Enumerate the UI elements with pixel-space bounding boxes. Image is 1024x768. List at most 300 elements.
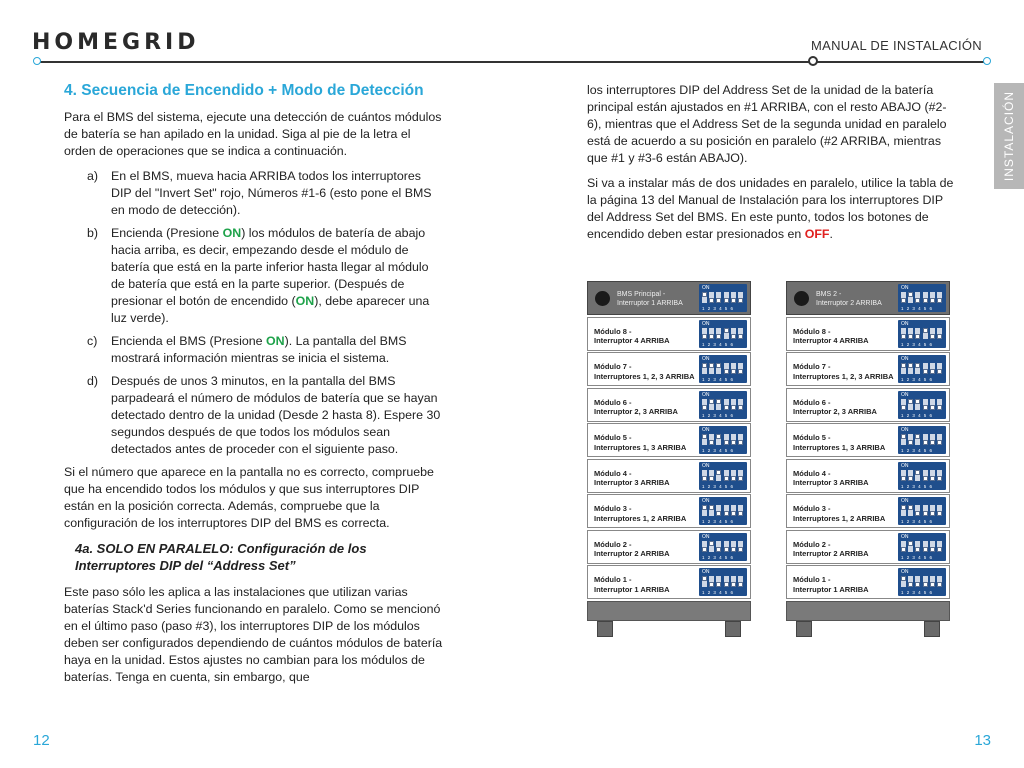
dip-switch-down — [738, 470, 743, 481]
dip-switch-down — [738, 363, 743, 374]
dip-switch-down — [731, 328, 736, 339]
dip-toggle — [908, 334, 913, 339]
dip-toggle — [716, 547, 721, 552]
dip-on-label: ON — [702, 498, 710, 504]
stack-foot — [597, 621, 613, 637]
module-label-line2: Interruptores 1, 2, 3 ARRIBA — [793, 371, 894, 381]
homegrid-logo: HOMEGRID — [32, 30, 200, 55]
dip-toggle — [709, 582, 714, 587]
dip-switch-down — [709, 470, 714, 481]
dip-switch-down — [724, 505, 729, 516]
module-label-line1: Módulo 7 - — [793, 362, 831, 371]
dip-switch-block — [699, 355, 747, 383]
dip-switch-down — [937, 363, 942, 374]
dip-switch-down — [702, 399, 707, 410]
dip-switch-down — [937, 541, 942, 552]
battery-module — [786, 423, 950, 457]
step-text: Encienda (Presione ON) los módulos de batería de abajo hacia arriba, es decir, empezando desde el módulo de batería que está en la parte inferior hasta llegar al módulo de batería que está en la parte superior. (Después de presionar el botón de encendido (ON), debe aparecer una luz verde). — [111, 226, 430, 325]
dip-toggle — [731, 476, 736, 481]
battery-module — [587, 494, 751, 528]
dip-on-label: ON — [901, 569, 909, 575]
dip-toggle — [724, 476, 729, 481]
module-label-line2: Interruptores 1, 3 ARRIBA — [594, 442, 687, 452]
dip-toggle — [930, 440, 935, 445]
dip-switch-down — [923, 576, 928, 587]
module-label — [594, 575, 670, 594]
module-label-line1: Módulo 4 - — [594, 468, 632, 478]
dip-on-label: ON — [702, 356, 710, 362]
module-label — [594, 327, 670, 346]
step-c — [75, 333, 444, 367]
dip-switch-block — [699, 391, 747, 419]
dip-toggle — [937, 511, 942, 516]
dip-toggle — [716, 511, 721, 516]
dip-switch-down — [709, 576, 714, 587]
dip-toggle — [908, 541, 913, 546]
dip-switch-down — [716, 328, 721, 339]
dip-switch-block — [898, 284, 946, 312]
dip-switch-up — [908, 399, 913, 410]
dip-switch-down — [738, 576, 743, 587]
dip-toggle — [738, 511, 743, 516]
dip-toggle — [716, 298, 721, 303]
dip-switch-up — [908, 505, 913, 516]
dip-switch-block — [898, 497, 946, 525]
dip-switch-down — [930, 470, 935, 481]
module-label — [594, 433, 686, 452]
dip-switch-up — [901, 505, 906, 516]
module-label-line2: Interruptor 1 ARRIBA — [594, 584, 670, 594]
dip-toggle — [738, 405, 743, 410]
dip-switch-down — [923, 434, 928, 445]
dip-switch-down — [915, 328, 920, 339]
dip-toggle — [724, 547, 729, 552]
dip-numbers: 123456 — [702, 590, 737, 595]
battery-module — [587, 565, 751, 599]
module-label-line1: Módulo 1 - — [594, 575, 632, 584]
module-label — [793, 327, 869, 346]
dip-numbers: 123456 — [702, 306, 737, 311]
dip-numbers: 123456 — [702, 377, 737, 382]
dip-toggle — [702, 576, 707, 581]
dip-switch-block — [699, 426, 747, 454]
check-paragraph: Si el número que aparece en la pantalla no es correcto, compruebe que ha encendido todos los módulos y que sus interruptores DIP están en la posición correcta. Además, compruebe que la configuración de los interruptores DIP del BMS es correcta. — [64, 465, 434, 530]
dip-switch-down — [937, 328, 942, 339]
dip-numbers: 123456 — [901, 341, 936, 347]
dip-switch-up — [702, 505, 707, 516]
stack-foot — [796, 621, 812, 637]
dip-toggle — [731, 511, 736, 516]
dip-switch-down — [908, 470, 913, 481]
dip-toggle — [901, 576, 906, 581]
battery-module — [587, 423, 751, 457]
dip-toggle — [731, 440, 736, 445]
battery-module — [587, 530, 751, 564]
dip-switch-down — [930, 505, 935, 516]
dip-toggle — [901, 298, 906, 303]
dip-switch-block — [898, 426, 946, 454]
dip-toggle — [915, 511, 920, 516]
dip-switch-up — [716, 363, 721, 374]
dip-switch-up — [923, 328, 928, 339]
dip-numbers: 123456 — [702, 448, 737, 453]
dip-switch-down — [724, 541, 729, 552]
off-highlight: OFF — [804, 227, 830, 241]
dip-toggle — [716, 334, 721, 339]
dip-toggle — [702, 547, 707, 552]
dip-toggle — [937, 476, 942, 481]
dip-toggle — [724, 582, 729, 587]
dip-switch-down — [731, 541, 736, 552]
dip-numbers: 123456 — [702, 519, 737, 524]
dip-switch-block — [699, 568, 747, 596]
dip-toggle — [930, 405, 935, 410]
module-label-line2: Interruptor 1 ARRIBA — [793, 584, 869, 594]
battery-module — [786, 494, 950, 528]
dip-toggle — [901, 405, 906, 410]
bms-unit — [786, 281, 950, 315]
dip-on-label: ON — [901, 285, 909, 291]
dip-switch-down — [731, 292, 736, 303]
on-highlight: ON — [222, 226, 242, 240]
right-column — [587, 82, 957, 251]
dip-switch-down — [731, 363, 736, 374]
dip-toggle — [724, 511, 729, 516]
step-a — [75, 168, 444, 219]
dip-toggle — [702, 334, 707, 339]
dip-switch-down — [738, 505, 743, 516]
dip-switch-down — [724, 434, 729, 445]
dip-toggle — [716, 399, 721, 404]
dip-on-label: ON — [901, 462, 909, 469]
dip-switch-down — [908, 576, 913, 587]
dip-toggle — [738, 298, 743, 303]
dip-on-label: ON — [702, 569, 710, 575]
dip-toggle — [937, 369, 942, 374]
dip-switch-down — [702, 470, 707, 481]
section-heading: 4. Secuencia de Encendido + Modo de Detección — [64, 82, 424, 99]
battery-module — [786, 388, 950, 422]
module-label-line1: Módulo 6 - — [594, 397, 632, 407]
battery-module — [786, 530, 950, 564]
dip-switch-up — [709, 505, 714, 516]
module-label-line1: Módulo 1 - — [793, 575, 831, 584]
side-tab-label: INSTALACIÓN — [1002, 90, 1016, 182]
dip-switch-up — [915, 434, 920, 445]
dip-switch-down — [702, 328, 707, 339]
dip-switch-up — [702, 363, 707, 374]
dip-switch-up — [716, 470, 721, 481]
bms-unit — [587, 281, 751, 315]
dip-toggle — [923, 298, 928, 303]
dip-switch-down — [731, 576, 736, 587]
dip-toggle — [923, 440, 928, 445]
module-label-line1: Módulo 4 - — [793, 468, 831, 478]
dip-numbers: 123456 — [901, 377, 936, 382]
module-label-line1: Módulo 5 - — [793, 433, 831, 442]
dip-switch-down — [923, 363, 928, 374]
dip-switch-up — [709, 541, 714, 552]
dip-switch-down — [724, 292, 729, 303]
dip-switch-down — [724, 363, 729, 374]
step-d — [75, 373, 444, 458]
step-text: Encienda el BMS (Presione ON). La pantalla del BMS mostrará información mientras se inicia el sistema. — [111, 334, 407, 365]
dip-switch-block — [898, 355, 946, 383]
dip-switch-block — [699, 497, 747, 525]
dip-toggle — [908, 582, 913, 587]
dip-toggle — [709, 399, 714, 404]
bms-label — [617, 290, 683, 308]
dip-switch-down — [738, 399, 743, 410]
dip-numbers: 123456 — [901, 554, 936, 560]
dip-toggle — [731, 369, 736, 374]
dip-switch-down — [937, 470, 942, 481]
module-label-line2: Interruptor 4 ARRIBA — [793, 336, 869, 345]
dip-toggle — [908, 399, 913, 404]
step-text: Después de unos 3 minutos, en la pantalla del BMS parpadeará el número de módulos de batería que se hayan detectado dentro de la unidad (Desde 2 hasta 8). Espere 30 segundos después de que todos los módulos sean detectados antes de proceder con el siguiente paso. — [111, 374, 441, 456]
dip-toggle — [930, 476, 935, 481]
dip-toggle — [738, 476, 743, 481]
dip-switch-down — [930, 363, 935, 374]
dip-on-label: ON — [901, 391, 909, 398]
dip-switch-block — [898, 320, 946, 348]
page-number-left: 12 — [33, 732, 50, 749]
battery-module — [587, 352, 751, 386]
dip-switch-down — [901, 399, 906, 410]
dip-toggle — [702, 476, 707, 481]
dip-toggle — [923, 328, 928, 333]
step-b — [75, 225, 444, 327]
dip-switch-down — [738, 541, 743, 552]
dip-switch-block — [699, 320, 747, 348]
dip-switch-up — [702, 576, 707, 587]
module-label-line1: Módulo 5 - — [594, 433, 632, 442]
dip-toggle — [724, 369, 729, 374]
dip-toggle — [716, 434, 721, 439]
dip-toggle — [908, 363, 913, 368]
dip-switch-up — [724, 328, 729, 339]
dip-on-label: ON — [901, 427, 909, 433]
dip-switch-down — [738, 328, 743, 339]
dip-switch-down — [930, 328, 935, 339]
dip-switch-down — [915, 292, 920, 303]
intro-paragraph: Para el BMS del sistema, ejecute una detección de cuántos módulos de batería se han apilado en la unidad. Siga al pie de la letra el orden de operaciones que se indica a continuación. — [64, 110, 442, 158]
on-highlight: ON — [265, 334, 285, 348]
battery-module — [587, 388, 751, 422]
module-label-line2: Interruptores 1, 2 ARRIBA — [594, 513, 687, 523]
dip-toggle — [901, 334, 906, 339]
dip-toggle — [930, 334, 935, 339]
dip-switch-up — [908, 541, 913, 552]
dip-toggle — [738, 440, 743, 445]
battery-module — [587, 459, 751, 493]
dip-switch-down — [923, 541, 928, 552]
dip-toggle — [937, 334, 942, 339]
dip-toggle — [702, 405, 707, 410]
dip-switch-down — [901, 470, 906, 481]
dip-on-label: ON — [901, 356, 909, 362]
dip-switch-down — [915, 505, 920, 516]
battery-stack-2 — [786, 281, 950, 637]
module-label-line2: Interruptores 1, 2, 3 ARRIBA — [594, 371, 695, 381]
dip-switch-down — [724, 399, 729, 410]
module-label — [594, 362, 695, 381]
battery-module — [587, 317, 751, 351]
dip-toggle — [731, 298, 736, 303]
dip-switch-up — [709, 399, 714, 410]
step-label: c) — [87, 334, 98, 348]
dip-toggle — [915, 470, 920, 475]
dip-switch-up — [901, 434, 906, 445]
address-set-paragraph: los interruptores DIP del Address Set de la unidad de la batería principal están ajustados en #1 ARRIBA, con el resto ABAJO (#2-6), mientras que el Address Set de la segunda unidad en paralelo está de acuerdo a su posición en paralelo (#2 ARRIBA, mientras que #1 y #3-6 están ABAJO). — [587, 83, 947, 165]
dip-switch-up — [915, 470, 920, 481]
dip-toggle — [901, 363, 906, 368]
dip-switch-up — [915, 363, 920, 374]
dip-switch-block — [898, 568, 946, 596]
dip-numbers: 123456 — [901, 590, 936, 595]
dip-numbers: 123456 — [702, 554, 737, 560]
dip-toggle — [930, 582, 935, 587]
module-label — [793, 540, 869, 559]
module-label-line1: Módulo 8 - — [793, 326, 831, 336]
dip-switch-down — [731, 399, 736, 410]
dip-switch-up — [709, 363, 714, 374]
dip-switch-down — [937, 434, 942, 445]
bms-label-line2: Interruptor 2 ARRIBA — [816, 300, 882, 307]
bms-display-icon — [595, 291, 610, 306]
parallel-subheading: 4a. SOLO EN PARALELO: Configuración de los Interruptores DIP del “Address Set” — [75, 541, 367, 573]
module-label — [793, 469, 869, 488]
module-label — [594, 504, 686, 523]
module-label-line2: Interruptores 1, 2 ARRIBA — [793, 513, 886, 523]
dip-toggle — [937, 298, 942, 303]
dip-toggle — [724, 440, 729, 445]
dip-numbers: 123456 — [702, 412, 737, 418]
stack-feet — [786, 621, 950, 637]
dip-toggle — [923, 369, 928, 374]
dip-switch-block — [699, 533, 747, 561]
dip-toggle — [709, 541, 714, 546]
module-label-line1: Módulo 2 - — [594, 539, 632, 549]
dip-toggle — [709, 440, 714, 445]
dip-toggle — [930, 369, 935, 374]
dip-switch-down — [716, 505, 721, 516]
dip-toggle — [923, 582, 928, 587]
dip-on-label: ON — [901, 320, 909, 327]
dip-toggle — [709, 298, 714, 303]
dip-on-label: ON — [901, 533, 909, 540]
dip-toggle — [901, 476, 906, 481]
dip-switch-down — [716, 576, 721, 587]
dip-switch-down — [731, 470, 736, 481]
dip-switch-down — [738, 434, 743, 445]
dip-numbers: 123456 — [901, 519, 936, 524]
dip-switch-down — [923, 292, 928, 303]
dip-toggle — [915, 334, 920, 339]
dip-switch-down — [716, 541, 721, 552]
battery-module — [786, 317, 950, 351]
dip-toggle — [923, 511, 928, 516]
parallel-paragraph: Este paso sólo les aplica a las instalaciones que utilizan varias baterías Stack'd Series funcionando en paralelo. Como se mencionó en el último paso (paso #3), los interruptores DIP de los módulos deben ser configurados dependiendo de cuántos módulos de batería haya en la unidad. Estos ajustes no cambian para los módulos de baterías. Tenga en cuenta, sin embargo, que — [64, 585, 443, 684]
bms-label-line1: BMS Principal - — [617, 291, 666, 298]
module-label — [793, 575, 869, 594]
module-label-line2: Interruptor 2 ARRIBA — [594, 549, 670, 558]
module-label-line2: Interruptor 3 ARRIBA — [793, 478, 869, 487]
dip-toggle — [731, 334, 736, 339]
dip-switch-up — [908, 292, 913, 303]
dip-switch-up — [716, 399, 721, 410]
dip-switch-up — [915, 399, 920, 410]
divider-left-dot-icon — [33, 57, 41, 65]
dip-numbers: 123456 — [901, 412, 936, 418]
dip-switch-up — [702, 292, 707, 303]
divider-right-dot-icon — [983, 57, 991, 65]
module-label-line1: Módulo 6 - — [793, 397, 831, 407]
dip-toggle — [731, 405, 736, 410]
dip-switch-down — [709, 434, 714, 445]
bms-label — [816, 290, 882, 308]
bms-label-line1: BMS 2 - — [816, 291, 842, 298]
dip-toggle — [923, 476, 928, 481]
stack-foot — [725, 621, 741, 637]
dip-toggle — [702, 363, 707, 368]
step-text: En el BMS, mueva hacia ARRIBA todos los interruptores DIP del "Invert Set" rojo, Números #1-6 (esto pone el BMS en modo de detección). — [111, 169, 432, 217]
dip-toggle — [908, 505, 913, 510]
stack-foot — [924, 621, 940, 637]
dip-switch-down — [908, 434, 913, 445]
dip-toggle — [738, 369, 743, 374]
module-label-line2: Interruptor 3 ARRIBA — [594, 478, 670, 487]
dip-switch-up — [702, 434, 707, 445]
dip-switch-block — [699, 284, 747, 312]
dip-switch-down — [930, 292, 935, 303]
dip-toggle — [915, 547, 920, 552]
dip-toggle — [915, 434, 920, 439]
module-label — [594, 398, 678, 417]
dip-toggle — [930, 298, 935, 303]
dip-switch-up — [716, 434, 721, 445]
dip-on-label: ON — [901, 498, 909, 504]
stack-feet — [587, 621, 751, 637]
dip-toggle — [709, 334, 714, 339]
dip-numbers: 123456 — [901, 483, 936, 489]
dip-switch-block — [699, 462, 747, 490]
left-column — [64, 82, 444, 694]
dip-switch-down — [915, 576, 920, 587]
module-label-line2: Interruptor 2 ARRIBA — [793, 549, 869, 558]
battery-module — [786, 565, 950, 599]
module-label-line1: Módulo 2 - — [793, 539, 831, 549]
module-label-line1: Módulo 3 - — [793, 504, 831, 513]
dip-toggle — [702, 292, 707, 297]
manual-title: MANUAL DE INSTALACIÓN — [811, 38, 982, 53]
dip-toggle — [724, 405, 729, 410]
dip-switch-down — [923, 505, 928, 516]
dip-switch-down — [724, 470, 729, 481]
dip-switch-down — [937, 576, 942, 587]
dip-toggle — [738, 582, 743, 587]
dip-switch-down — [702, 541, 707, 552]
on-highlight: ON — [295, 294, 315, 308]
multi-unit-paragraph: Si va a instalar más de dos unidades en paralelo, utilice la tabla de la página 13 del Manual de Instalación para los interruptores DIP del Address Set del BMS. En este punto, todos los botones de encendido deben estar presionados en OFF. — [587, 176, 954, 241]
dip-switch-up — [908, 363, 913, 374]
dip-toggle — [915, 298, 920, 303]
dip-switch-block — [898, 391, 946, 419]
stack-base — [587, 601, 751, 621]
dip-switch-down — [937, 505, 942, 516]
dip-switch-down — [923, 470, 928, 481]
dip-on-label: ON — [702, 462, 710, 469]
